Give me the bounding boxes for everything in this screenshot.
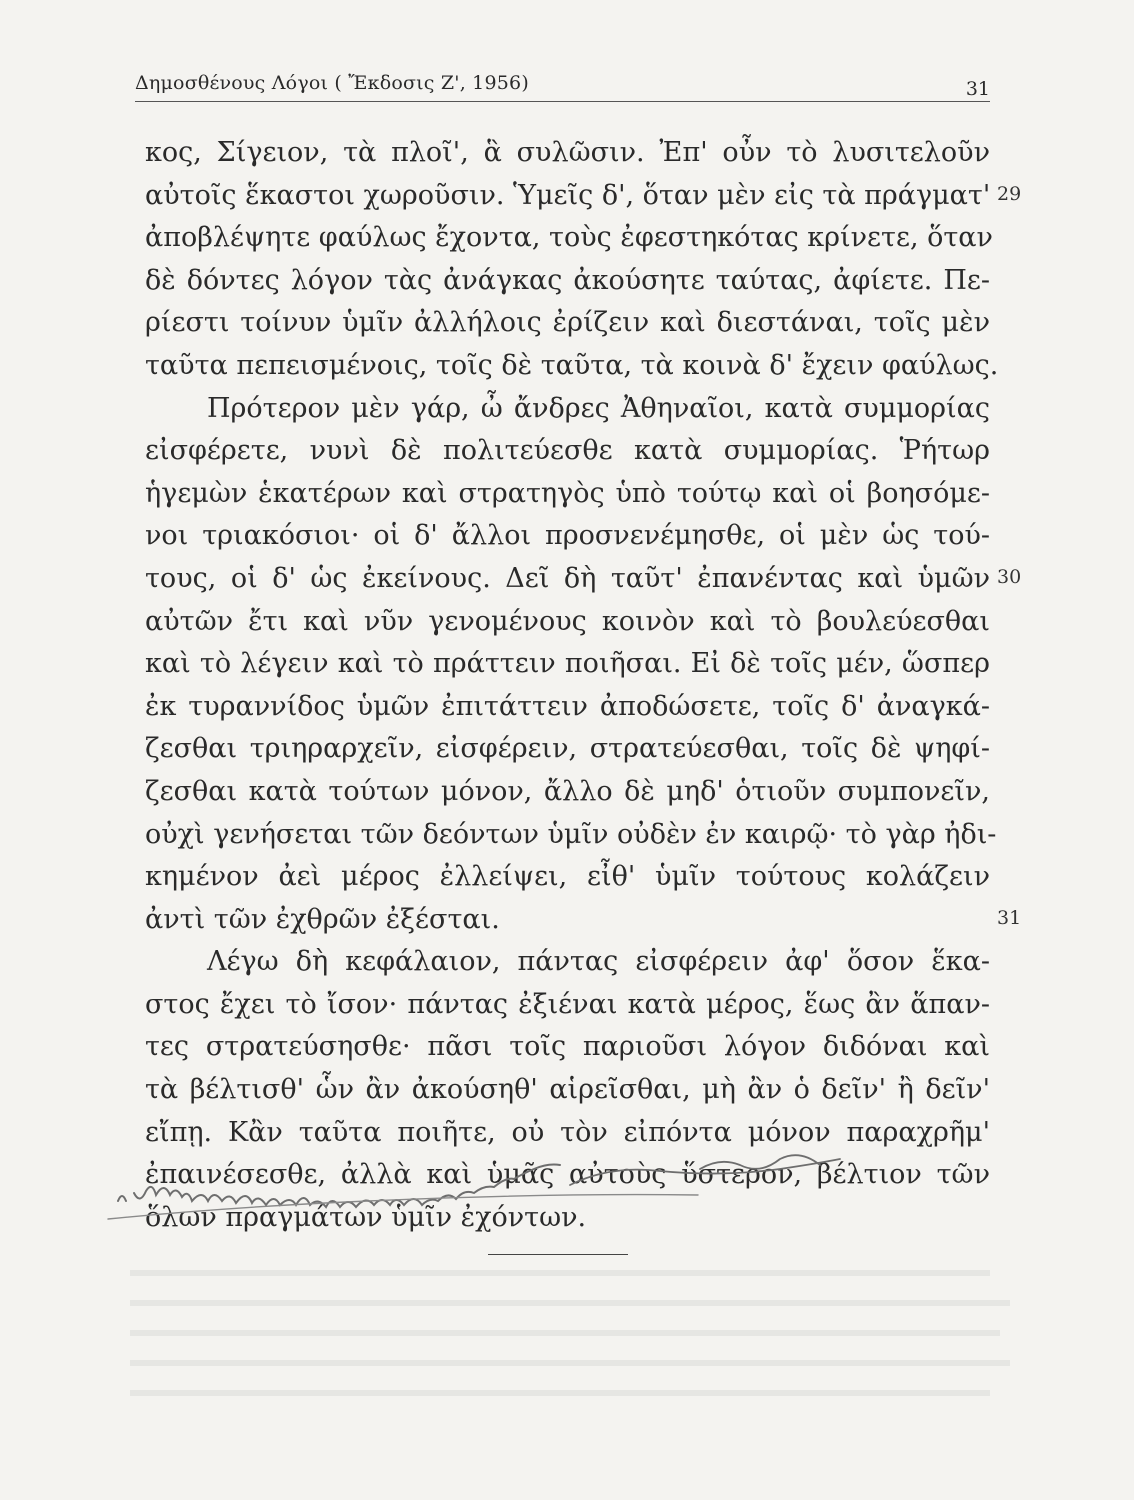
handwritten-annotation [100,1145,880,1225]
text-line: αὐτοῖς ἕκαστοι χωροῦσιν. Ὑμεῖς δ', ὅταν μὲν εἰς τὰ πράγματ' [145,179,991,211]
text-line: οὐχὶ γενήσεται τῶν δεόντων ὑμῖν οὐδὲν ἐν καιρῷ· τὸ γὰρ ἠδι- [145,818,997,850]
text-line: στος ἔχει τὸ ἴσον· πάντας ἐξιέναι κατὰ μέρος, ἕως ἂν ἅπαν- [145,988,990,1020]
header-rule [135,101,990,102]
text-line: ἀποβλέψητε φαύλως ἔχοντα, τοὺς ἐφεστηκότας κρίνετε, ὅταν [145,222,993,254]
text-line: καὶ τὸ λέγειν καὶ τὸ πράττειν ποιῆσαι. Εἰ δὲ τοῖς μέν, ὥσπερ [145,648,990,680]
text-line: ρίεστι τοίνυν ὑμῖν ἀλλήλοις ἐρίζειν καὶ διεστάναι, τοῖς μὲν [145,307,990,339]
text-line: τους, οἱ δ' ὡς ἐκείνους. Δεῖ δὴ ταῦτ' ἐπανέντας καὶ ὑμῶν [145,562,990,594]
paragraph-end-line: ἀντὶ τῶν ἐχθρῶν ἐξέσται. [145,903,500,935]
text-line: αὐτῶν ἔτι καὶ νῦν γενομένους κοινὸν καὶ τὸ βουλεύεσθαι [145,605,990,637]
text-line: κημένον ἀεὶ μέρος ἐλλείψει, εἶθ' ὑμῖν τούτους κολάζειν [145,861,990,893]
text-line: εἴπῃ. Κἂν ταῦτα ποιῆτε, οὐ τὸν εἰπόντα μόνον παραχρῆμ' [145,1116,990,1148]
text-line: ἐκ τυραννίδος ὑμῶν ἐπιτάττειν ἀποδώσετε, τοῖς δ' ἀναγκά- [145,690,990,722]
text-line: δὲ δόντες λόγον τὰς ἀνάγκας ἀκούσητε ταύτας, ἀφίετε. Πε- [145,264,990,296]
greek-text-body [145,132,999,1239]
text-line: ἡγεμὼν ἑκατέρων καὶ στρατηγὸς ὑπὸ τούτῳ καὶ οἱ βοησόμε- [145,477,990,509]
paragraph-start-line: Πρότερον μὲν γάρ, ὦ ἄνδρες Ἀθηναῖοι, κατὰ συμμορίας [207,392,990,424]
bleed-through-texture [130,1260,1030,1410]
text-line: τὰ βέλτισθ' ὧν ἂν ἀκούσηθ' αἱρεῖσθαι, μὴ ἂν ὁ δεῖν' ἢ δεῖν' [145,1074,990,1106]
text-line: εἰσφέρετε, νυνὶ δὲ πολιτεύεσθε κατὰ συμμορίας. Ῥήτωρ [145,435,990,467]
page-number: 31 [965,78,990,100]
text-line: τες στρατεύσησθε· πᾶσι τοῖς παριοῦσι λόγον διδόναι καὶ [145,1031,990,1063]
text-line: κος, Σίγειον, τὰ πλοῖ', ἃ συλῶσιν. Ἐπ' οὖν τὸ λυσιτελοῦν [145,137,990,168]
text-line: νοι τριακόσιοι· οἱ δ' ἄλλοι προσνενέμησθε, οἱ μὲν ὡς τού- [145,520,990,552]
text-line: ζεσθαι τριηραρχεῖν, εἰσφέρειν, στρατεύεσθαι, τοῖς δὲ ψηφί- [145,733,990,765]
section-number: 31 [997,907,1022,929]
text-line: ἐπαινέσεσθε, ἀλλὰ καὶ ὑμᾶς αὐτοὺς ὕστερον, βέλτιον τῶν [145,1159,990,1191]
paragraph-start-line: Λέγω δὴ κεφάλαιον, πάντας εἰσφέρειν ἀφ' ὅσον ἕκα- [207,946,990,978]
text-line: ζεσθαι κατὰ τούτων μόνον, ἄλλο δὲ μηδ' ὁτιοῦν συμπονεῖν, [145,775,990,807]
end-rule [488,1254,628,1255]
section-number: 29 [997,183,1022,205]
paragraph-end-line: ὅλων πραγμάτων ὑμῖν ἐχόντων. [145,1201,587,1233]
section-number: 30 [997,566,1022,588]
text-line: ταῦτα πεπεισμένοις, τοῖς δὲ ταῦτα, τὰ κοινὰ δ' ἔχειν φαύλως. [145,349,999,381]
running-head-title: Δημοσθένους Λόγοι ( Ἔκδοσις Ζ', 1956) [135,72,529,94]
